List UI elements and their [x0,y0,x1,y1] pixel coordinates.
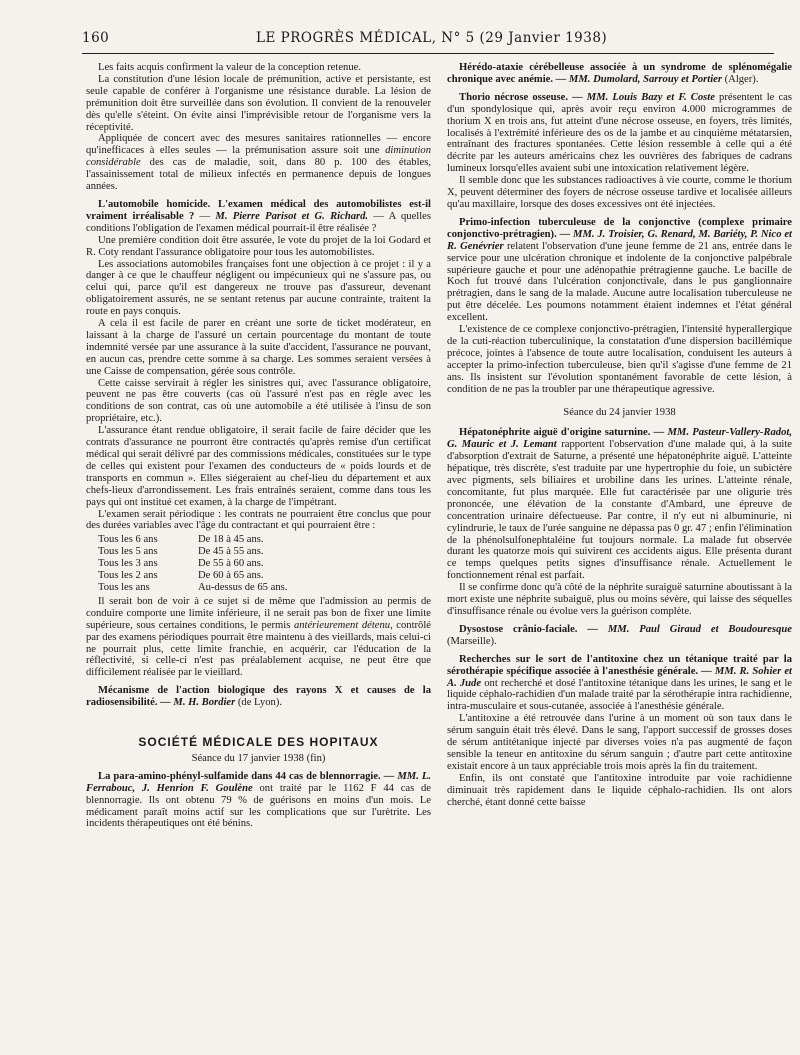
paragraph: L'assurance étant rendue obligatoire, il serait facile de faire décider que les contrats d'assurance ne pourront être contractés qu'après remise d'un certificat médical qui serait délivré par des commissions médicales, constituées sur le type de celles qui existent pour l'examen des conducteurs de « poids lourds et de transports en commun ». Elles siégeraient au chef-lieu du département et aux chefs-lieux d'arrondissement. Les frais entraînés seraient, comme dans tous les pays qui ont institué cet examen, à la charge de l'impétrant. [86,425,431,508]
table-row: Tous les 6 ans De 18 à 45 ans. [98,534,264,546]
article-heading: Thorio nécrose osseuse. — MM. Louis Bazy et F. Coste présentent le cas d'un spondylosique qui, après avoir reçu environ 4.000 microgrammes de thorium X en trois ans, fut atteint d'une nécrose osseuse, en foyers, très limités, localisés à l'extrémité inférieure des os de la jambe et au cinquième métatarsien, entraînant des fractures spontanées. Cette lésion ressemble à celle qui a été décrite par les auteurs américains chez les ouvrières des fabriques de cadrans lumineux lorsqu'elles avaient subi une intoxication relativement légère. [447,91,792,175]
header-rule [82,53,774,54]
article-heading: Mécanisme de l'action biologique des rayons X et causes de la radiosensibilité. — M. H. Bordier (de Lyon). [86,685,431,709]
article-heading: L'automobile homicide. L'examen médical des automobilistes est-il vraiment irréalisable ? — M. Pierre Parisot et G. Richard. — A quelles conditions l'obligation de l'examen médical pourrait-il être réalisée ? [86,198,432,234]
paragraph: L'antitoxine a été retrouvée dans l'urine à un moment où son taux dans le sérum sanguin était très élevé. Dans le sang, l'apport successif de grosses doses de sérum antitétanique injecté par diverses voies n'a pas augmenté de façon sensible la teneur en antitoxine du sérum sanguin ; d'autre part cette antitoxine existait encore à un taux appréciable trois mois après la fin du traitement. [447,713,792,772]
paragraph: Une première condition doit être assurée, le vote du projet de la loi Godard et R. Coty rendant l'assurance obligatoire pour tous les automobilistes. [86,234,431,258]
table-row: Tous les 2 ans De 60 à 65 ans. [98,570,264,582]
paragraph: Les faits acquis confirment la valeur de la conception retenue. [98,62,361,73]
right-column [447,62,792,808]
article-heading: Hépatonéphrite aiguë d'origine saturnine. — MM. Pasteur-Vallery-Radot, G. Mauric et J. Lemant rapportent l'observation d'une malade qui, à la suite d'absorption d'extrait de Saturne, a présenté une hépatonéphrite aiguë. L'atteinte hépatique, très discrète, s'est traduite par une hypertrophie du foie, un subictère avec pigments, sels biliaires et urobiline dans les urines. L'atteinte rénale, concomitante, fut plus marquée. Elle fut caractérisée par une oligurie très prononcée, une élévation de la constante d'Ambard, une épreuve de concentration urinaire défectueuse. Par contre, il n'y eut ni albuminurie, ni cylindrurie, le taux de l'urée sanguine ne dépassa pas 0 gr. 47 ; enfin l'élimination de la phénolsulfonephtaléine fut toujours normale. La malade fut observée durant les quatorze mois qui suivirent ces accidents aigus. Elle présenta durant ce temps quelques petits signes d'insuffisance rénale. Actuellement le fonctionnement rénal est parfait. [447,427,793,582]
table-row: Tous les 5 ans De 45 à 55 ans. [98,546,264,558]
paragraph: La constitution d'une lésion locale de prémunition, active et persistante, est seule capable de conférer à l'organisme une résistance durable. La lésion de prémunition doit être surveillée dans son évolution. Il convient de la renouveler dès qu'elle s'éteint. On évite ainsi l'imprévisible retour de l'organisme vers la réceptivité. [86,73,431,133]
table-row: Tous les 3 ans De 55 à 60 ans. [98,558,264,570]
paragraph: L'examen serait périodique : les contrats ne pourraient être conclus que pour des durées variables avec l'âge du contractant et qui pourraient être : [86,508,431,532]
article-heading: Dysostose crânio-faciale. — MM. Paul Giraud et Boudouresque (Marseille). [447,623,792,647]
table-row: Tous les ans Au-dessus de 65 ans. [98,581,288,593]
article-heading: Primo-infection tuberculeuse de la conjonctive (complexe primaire conjonctivo-prétragien). — MM. J. Troisier, G. Renard, M. Bariéty, P. Nico et R. Genévrier relatent l'observation d'une jeune femme de 21 ans, entrée dans le service pour une ulcération chronique et indolente de la conjonctive palpébrale supérieure gauche et pour une adénopathie prétragienne gauche. Le bacille de Koch fut trouvé dans l'ulcération conjonctivale, dans le pus ganglionnaire prétragien, dans le sang de la malade. Aucune autre localisation tuberculeuse ne put être décelée. Les poumons notamment étaient indemnes et l'état général excellent. [447,216,793,324]
page-number: 160 [82,30,110,46]
paragraph: A cela il est facile de parer en créant une sorte de ticket modérateur, en laissant à la charge de l'assuré un certain pourcentage du montant de toute indemnité versée par une assurance à la suite d'accident, l'assurance ne pouvant, en aucun cas, prendre cette somme à sa charge. Les sommes seraient versées à une Caisse de compensation, gérée sous contrôle. [86,318,431,377]
paragraph: L'existence de ce complexe conjonctivo-prétragien, l'intensité hyperallergique de la cuti-réaction tuberculinique, la constatation d'une dispersion bacillémique précoce, jointes à l'absence de toute autre localisation, conduisent les auteurs à accepter la primo-infection tuberculeuse, bien qu'il s'agisse d'une femme de 21 ans. Ils insistent sur l'évolution spontanément favorable de cette lésion, à condition de ne pas la troubler par une thérapeutique agressive. [447,324,792,395]
journal-title: LE PROGRÈS MÉDICAL, N° 5 (29 Janvier 1938) [256,30,608,46]
left-column [86,62,431,830]
session-date: Séance du 17 janvier 1938 (fin) [191,752,326,764]
paragraph: Il se confirme donc qu'à côté de la néphrite suraiguë saturnine aboutissant à la mort existe une néphrite subaiguë, plus ou moins sévère, qui laisse des séquelles d'insuffisance rénale ou évolue vers la guérison complète. [447,582,792,617]
paragraph: Cette caisse servirait à régler les sinistres qui, avec l'assurance obligatoire, peuvent ne pas être couverts (cas où l'assuré n'est pas en règle avec les conditions de son contrat, cas où une automobile a été utilisée à l'insu de son propriétaire, etc.). [86,377,431,425]
age-table [98,534,348,594]
paragraph: Enfin, ils ont constaté que l'antitoxine introduite par voie rachidienne diminuait très rapidement dans le liquide céphalo-rachidien. Ils ont alors cherché, étant donné cette baisse [447,772,792,808]
article-heading: La para-amino-phényl-sulfamide dans 44 cas de blennorragie. — MM. L. Ferrabouc, J. Henrion F. Goulène ont traité par le 1162 F 44 cas de blennorragie. Ils ont obtenu 79 % de guérisons en moins d'un mois. Le médicament paraît moins actif sur les complications que sur l'urètrite. Les incidents thérapeutiques ont été bénins. [86,770,431,830]
article-heading: Hérédo-ataxie cérébelleuse associée à un syndrome de splénomégalie chronique avec anémie. — MM. Dumolard, Sarrouy et Portier (Alger). [447,62,792,85]
paragraph: Il serait bon de voir à ce sujet si de même que l'admission au permis de conduire comporte une limite inférieure, il ne serait pas bon de fixer une limite supérieure, sous certaines conditions, le permis antérieurement détenu, contrôlé par des examens périodiques pourrait être maintenu à des vieillards, mais celui-ci ne pourrait plus, cette limite franchie, en acquérir, car l'éducation de la réflectivité, si celle-ci n'est pas préalablement acquise, ne peut être que difficilement réalisée par le vieillard. [86,595,432,679]
session-date: Séance du 24 janvier 1938 [563,407,676,419]
paragraph: Les associations automobiles françaises font une objection à ce projet : il y a danger à ce que le chauffeur négligent ou impécunieux qui ne s'assure pas, ou celui qui, parce qu'il est dangereux ne trouve pas d'assureur, devenant obligatoirement assurés, ne se sentant retenus par aucune contrainte, traitent la route en pays conquis. [86,258,431,318]
article-heading: Recherches sur le sort de l'antitoxine chez un tétanique traité par la sérothérapie spécifique associée à l'anesthésie générale. — MM. R. Sohier et A. Jude ont recherché et dosé l'antitoxine tétanique dans les urines, le sang et le liquide céphalo-rachidien d'un malade traité par la sérothérapie intra rachidienne, intra-musculaire et sous-cutanée, associée à l'anesthésie générale. [447,653,792,713]
paragraph: Il semble donc que les substances radioactives à vie courte, comme le thorium X, peuvent déterminer des foyers de nécrose osseuse tardive et localisée ailleurs qu'au maxillaire, lorsque des doses excessives ont été injectées. [447,175,792,210]
society-heading: SOCIÉTÉ MÉDICALE DES HOPITAUX [138,735,379,750]
paragraph: Appliquée de concert avec des mesures sanitaires rationnelles — encore qu'inefficaces à elles seules — la prémunisation assure soit une diminution considérable des cas de maladie, soit, dans 80 p. 100 des étables, l'assainissement total de milieux infectés en permanence depuis de longues années. [86,133,431,193]
page-header [82,30,774,54]
